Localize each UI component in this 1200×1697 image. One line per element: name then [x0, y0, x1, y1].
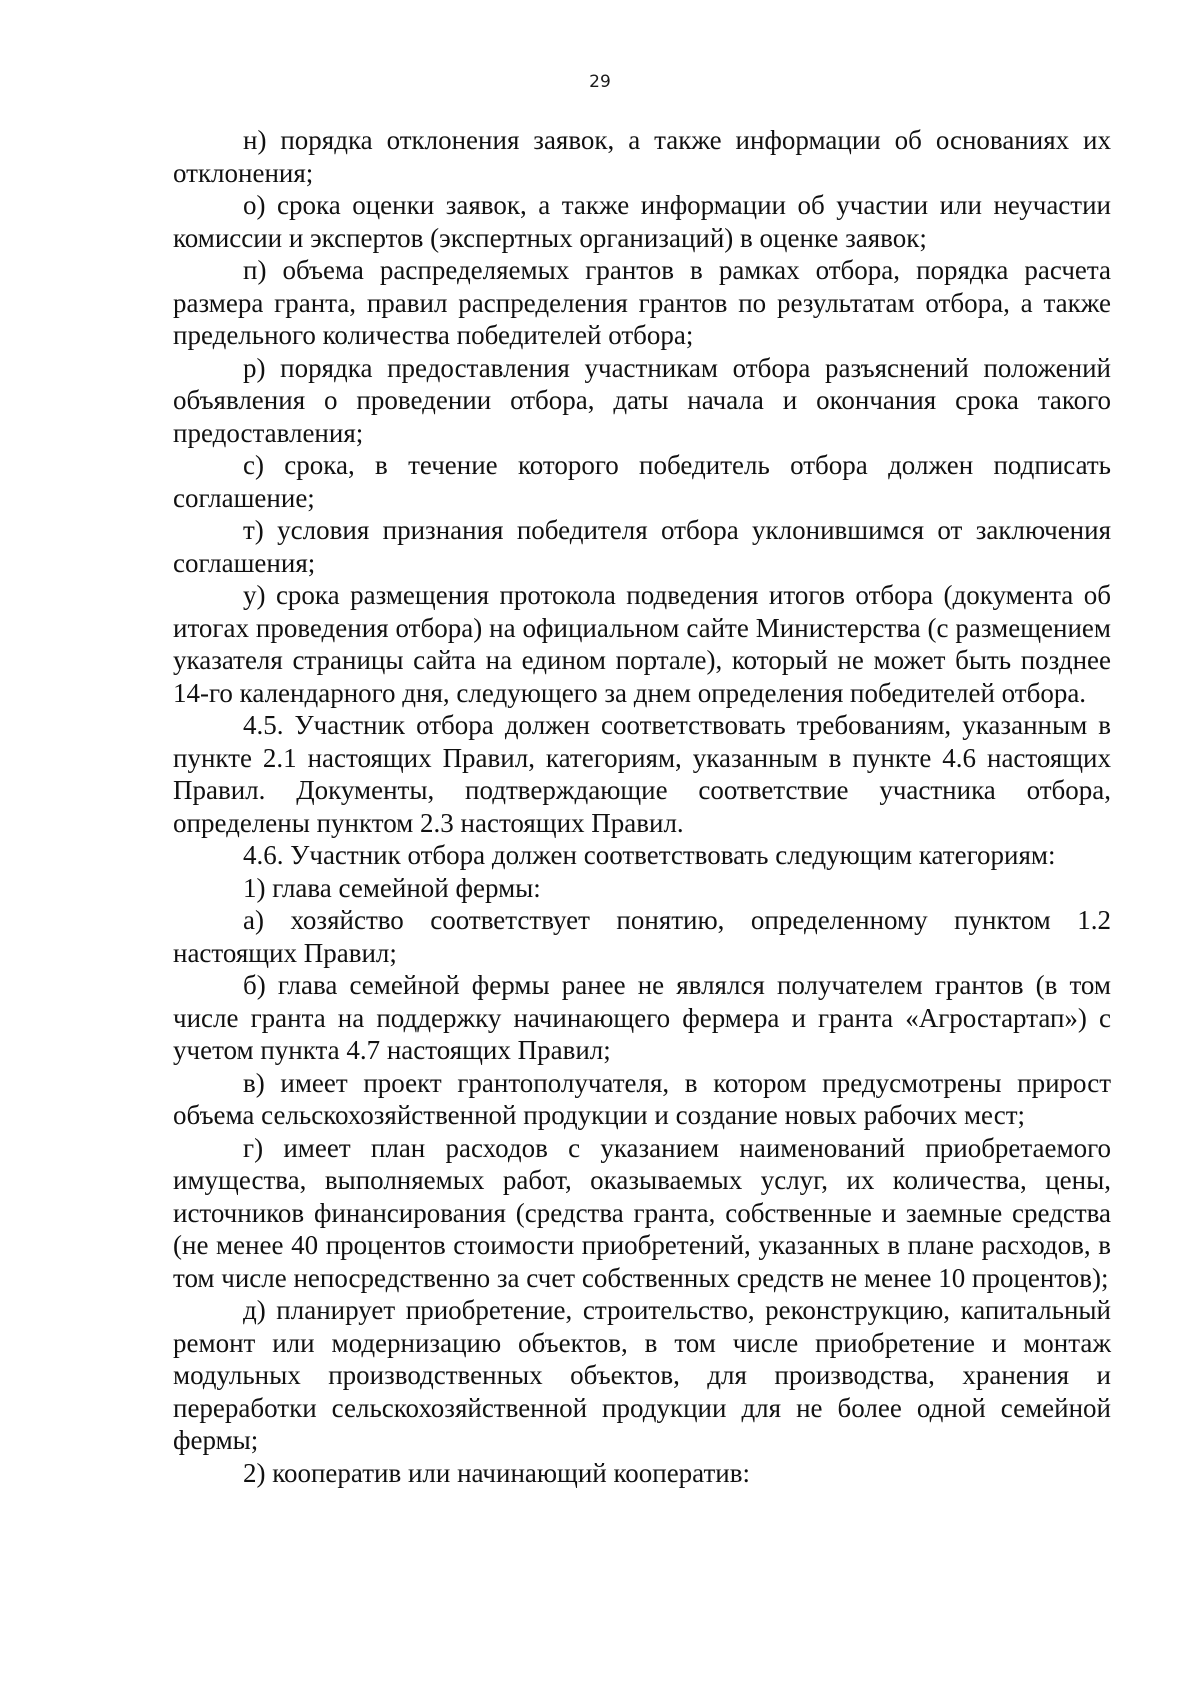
paragraph-4-6: 4.6. Участник отбора должен соответствовать следующим категориям:	[243, 840, 1056, 870]
list-item-a: а) хозяйство соответствует понятию, определенному пунктом 1.2 настоящих Правил;	[173, 905, 1111, 968]
paragraph-n-rejection: н) порядка отклонения заявок, а также информации об основаниях их отклонения;	[173, 125, 1111, 188]
paragraph-p-grant-volume: п) объема распределяемых грантов в рамках отбора, порядка расчета размера гранта, правил распределения грантов по результатам отбора, а также предельного количества победителей отбора;	[173, 255, 1111, 350]
list-item-1-family-farm: 1) глава семейной фермы:	[243, 872, 541, 903]
paragraph-4-5: 4.5. Участник отбора должен соответствовать требованиям, указанным в пункте 2.1 настоящих Правил, категориям, указанным в пункте 4.6 настоящих Правил. Документы, подтверждающие соответствие участника отбора, определены пунктом 2.3 настоящих Правил.	[173, 710, 1111, 838]
paragraph-o-evaluation-term: о) срока оценки заявок, а также информации об участии или неучастии комиссии и экспертов (экспертных организаций) в оценке заявок;	[173, 190, 1111, 253]
paragraph-u-protocol-term: у) срока размещения протокола подведения итогов отбора (документа об итогах проведения отбора) на официальном сайте Министерства (с размещением указателя страницы сайта на едином портале), который не может быть позднее 14-го календарного дня, следующего за днем определения победителей отбора.	[173, 580, 1111, 708]
page-number: 29	[589, 72, 611, 92]
list-item-v: в) имеет проект грантополучателя, в котором предусмотрены прирост объема сельскохозяйственной продукции и создание новых рабочих мест;	[173, 1067, 1111, 1130]
paragraph-t-evasion-conditions: т) условия признания победителя отбора уклонившимся от заключения соглашения;	[173, 515, 1111, 578]
paragraph-r-clarifications: р) порядка предоставления участникам отбора разъяснений положений объявления о проведении отбора, даты начала и окончания срока такого предоставления;	[173, 352, 1111, 448]
list-item-b: б) глава семейной фермы ранее не являлся получателем грантов (в том числе гранта на поддержку начинающего фермера и гранта «Агростартап») с учетом пункта 4.7 настоящих Правил;	[173, 970, 1111, 1065]
list-item-d: д) планирует приобретение, строительство, реконструкцию, капитальный ремонт или модернизацию объектов, в том числе приобретение и монтаж модульных производственных объектов, для производства, хранения и переработки сельскохозяйственной продукции для не более одной семейной фермы;	[173, 1295, 1111, 1455]
list-item-2-cooperative: 2) кооператив или начинающий кооператив:	[243, 1457, 750, 1488]
list-item-g: г) имеет план расходов с указанием наименований приобретаемого имущества, выполняемых работ, оказываемых услуг, их количества, цены, источников финансирования (средства гранта, собственные и заемные средства (не менее 40 процентов стоимости приобретений, указанных в плане расходов, в том числе непосредственно за счет собственных средств не менее 10 процентов);	[173, 1132, 1111, 1293]
document-body	[173, 124, 1111, 1489]
paragraph-s-signing-term: с) срока, в течение которого победитель отбора должен подписать соглашение;	[173, 450, 1111, 513]
